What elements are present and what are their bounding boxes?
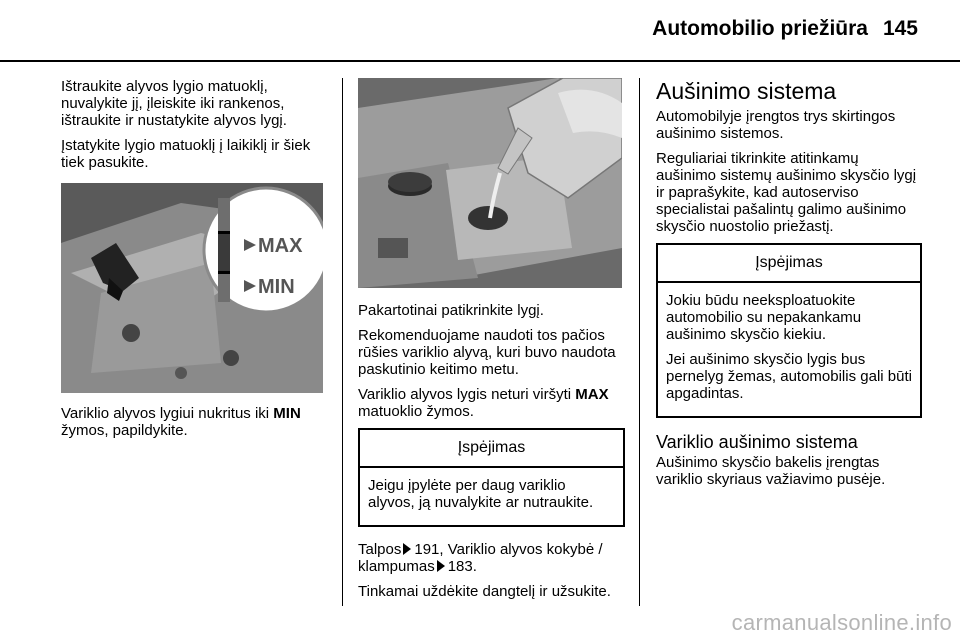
paragraph: Įstatykite lygio matuoklį į laikiklį ir šiek tiek pasukite.	[61, 137, 311, 171]
warning-text: Jeigu įpylėte per daug variklio alyvos, ją nuvalykite ar nutraukite.	[368, 477, 594, 511]
paragraph: Reguliariai tikrinkite atitinkamų aušinimo sistemų aušinimo skysčio lygį ir paprašykite, kad autoserviso specialistai pašalintų galimo aušinimo skysčio nuostolio priežastį.	[656, 150, 917, 235]
paragraph: Aušinimo skysčio bakelis įrengtas variklio skyriaus važiavimo pusėje.	[656, 454, 886, 488]
column-divider-1	[342, 78, 343, 606]
paragraph: Automobilyje įrengtos trys skirtingos aušinimo sistemos.	[656, 108, 896, 142]
section-title: Aušinimo sistema	[656, 78, 837, 104]
paragraph: Tinkamai uždėkite dangtelį ir užsukite.	[358, 583, 611, 600]
column-3	[656, 78, 922, 496]
cross-reference: Talpos 191, Variklio alyvos kokybė / klampumas 183.	[358, 541, 603, 575]
warning-box	[656, 243, 922, 418]
watermark: carmanualsonline.info	[731, 610, 952, 635]
page-reference-icon	[437, 560, 445, 572]
paragraph: Pakartotinai patikrinkite lygį.	[358, 302, 544, 319]
page-header-title: Automobilio priežiūra	[652, 17, 868, 40]
page-number: 145	[882, 17, 918, 40]
oil-filling-illustration	[358, 78, 622, 288]
engine-dipstick-illustration	[61, 183, 323, 393]
paragraph: Variklio alyvos lygiui nukritus iki MIN žymos, papildykite.	[61, 405, 301, 439]
subsection-title: Variklio aušinimo sistema	[656, 432, 858, 452]
warning-box	[358, 428, 625, 527]
warning-title: Įspėjimas	[360, 430, 623, 468]
warning-text: Jokiu būdu neeksploatuokite automobilio su nepakankamu aušinimo skysčio kiekiu.	[666, 292, 862, 343]
header-rule	[0, 60, 960, 62]
page-reference-icon	[403, 543, 411, 555]
min-label: MIN	[258, 276, 295, 298]
warning-text: Jei aušinimo skysčio lygis bus pernelyg žemas, automobilis gali būti apgadintas.	[666, 351, 912, 402]
column-2	[358, 78, 625, 608]
warning-title: Įspėjimas	[658, 245, 920, 283]
paragraph: Rekomenduojame naudoti tos pačios rūšies variklio alyvą, kuri buvo naudota paskutinio keitimo metu.	[358, 327, 616, 378]
paragraph: Ištraukite alyvos lygio matuoklį, nuvalykite jį, įleiskite iki rankenos, ištraukite ir nustatykite alyvos lygį.	[61, 78, 287, 129]
column-divider-2	[639, 78, 640, 606]
paragraph: Variklio alyvos lygis neturi viršyti MAX matuoklio žymos.	[358, 386, 609, 420]
column-1	[61, 78, 327, 447]
oil-pour-figure	[358, 78, 622, 288]
dipstick-figure	[61, 183, 323, 393]
max-label: MAX	[258, 235, 303, 257]
